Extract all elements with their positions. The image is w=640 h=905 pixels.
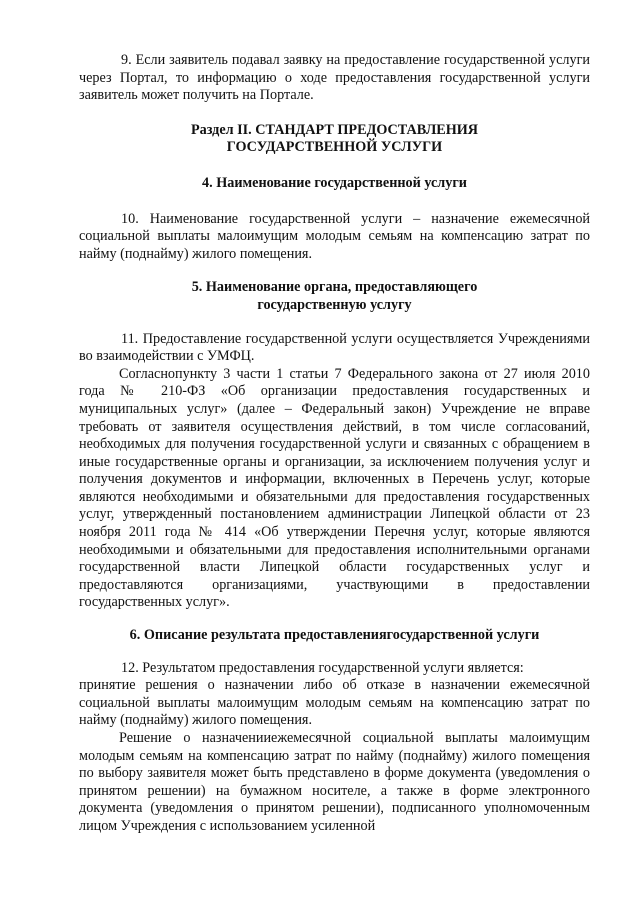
paragraph-11-continued: Согласнопункту 3 части 1 статьи 7 Федерального закона от 27 июля 2010 года № 210-ФЗ «Об организации предоставления государственных и муниципальных услуг» (далее – Федеральный закон) Учреждение не вправе требовать от заявителя осуществления действий, в том числе согласований, необходимых для получения государственной услуги и связанных с обращением в иные государственные органы и организации, за исключением получения услуг и получения документов и информации, включенных в Перечень услуг, которые являются необходимыми и обязательными для предоставления государственных услуг, утвержденный постановлением администрации Липецкой области от 23 ноября 2011 года № 414 «Об утверждении Перечня услуг, которые являются необходимыми и обязательными для предоставления исполнительными органами государственной власти Липецкой области государственных услуг и предоставляются организациями, участвующими в предоставлении государственных услуг». (79, 365, 590, 611)
document-page (79, 52, 590, 836)
section-2-title-line-2: ГОСУДАРСТВЕННОЙ УСЛУГИ (226, 139, 443, 156)
paragraph-12-decision: Решение о назначенииежемесячной социальной выплаты малоимущим молодым семьям на компенсацию затрат по найму (поднайму) жилого помещения по выбору заявителя может быть представлено в форме документа (уведомления о принятом решении) на бумажном носителе, а также в форме электронного документа (уведомления о принятом решении), подписанного уполномоченным лицом Учреждения с использованием усиленной (79, 730, 590, 834)
heading-5-line-2: государственную услугу (257, 296, 412, 313)
heading-4: 4. Наименование государственной услуги (202, 174, 467, 191)
section-2-title-line-1: Раздел II. СТАНДАРТ ПРЕДОСТАВЛЕНИЯ (190, 121, 479, 138)
paragraph-12: 12. Результатом предоставления государственной услуги является: (121, 659, 524, 676)
paragraph-10: 10. Наименование государственной услуги – назначение ежемесячной социальной выплаты малоимущим молодым семьям на компенсацию затрат по найму (поднайму) жилого помещения. (79, 210, 590, 262)
heading-5-line-1: 5. Наименование органа, предоставляющего (191, 279, 478, 296)
paragraph-9: 9. Если заявитель подавал заявку на предоставление государственной услуги через Портал, то информацию о ходе предоставления государственной услуги заявитель может получить на Портале. (79, 52, 590, 104)
heading-6: 6. Описание результата предоставлениягосударственной услуги (129, 627, 540, 644)
paragraph-12-result: принятие решения о назначении либо об отказе в назначении ежемесячной социальной выплаты малоимущим молодым семьям на компенсацию затрат по найму (поднайму) жилого помещения. (79, 677, 590, 729)
paragraph-11: 11. Предоставление государственной услуги осуществляется Учреждениями во взаимодействии с УМФЦ. (79, 330, 590, 365)
